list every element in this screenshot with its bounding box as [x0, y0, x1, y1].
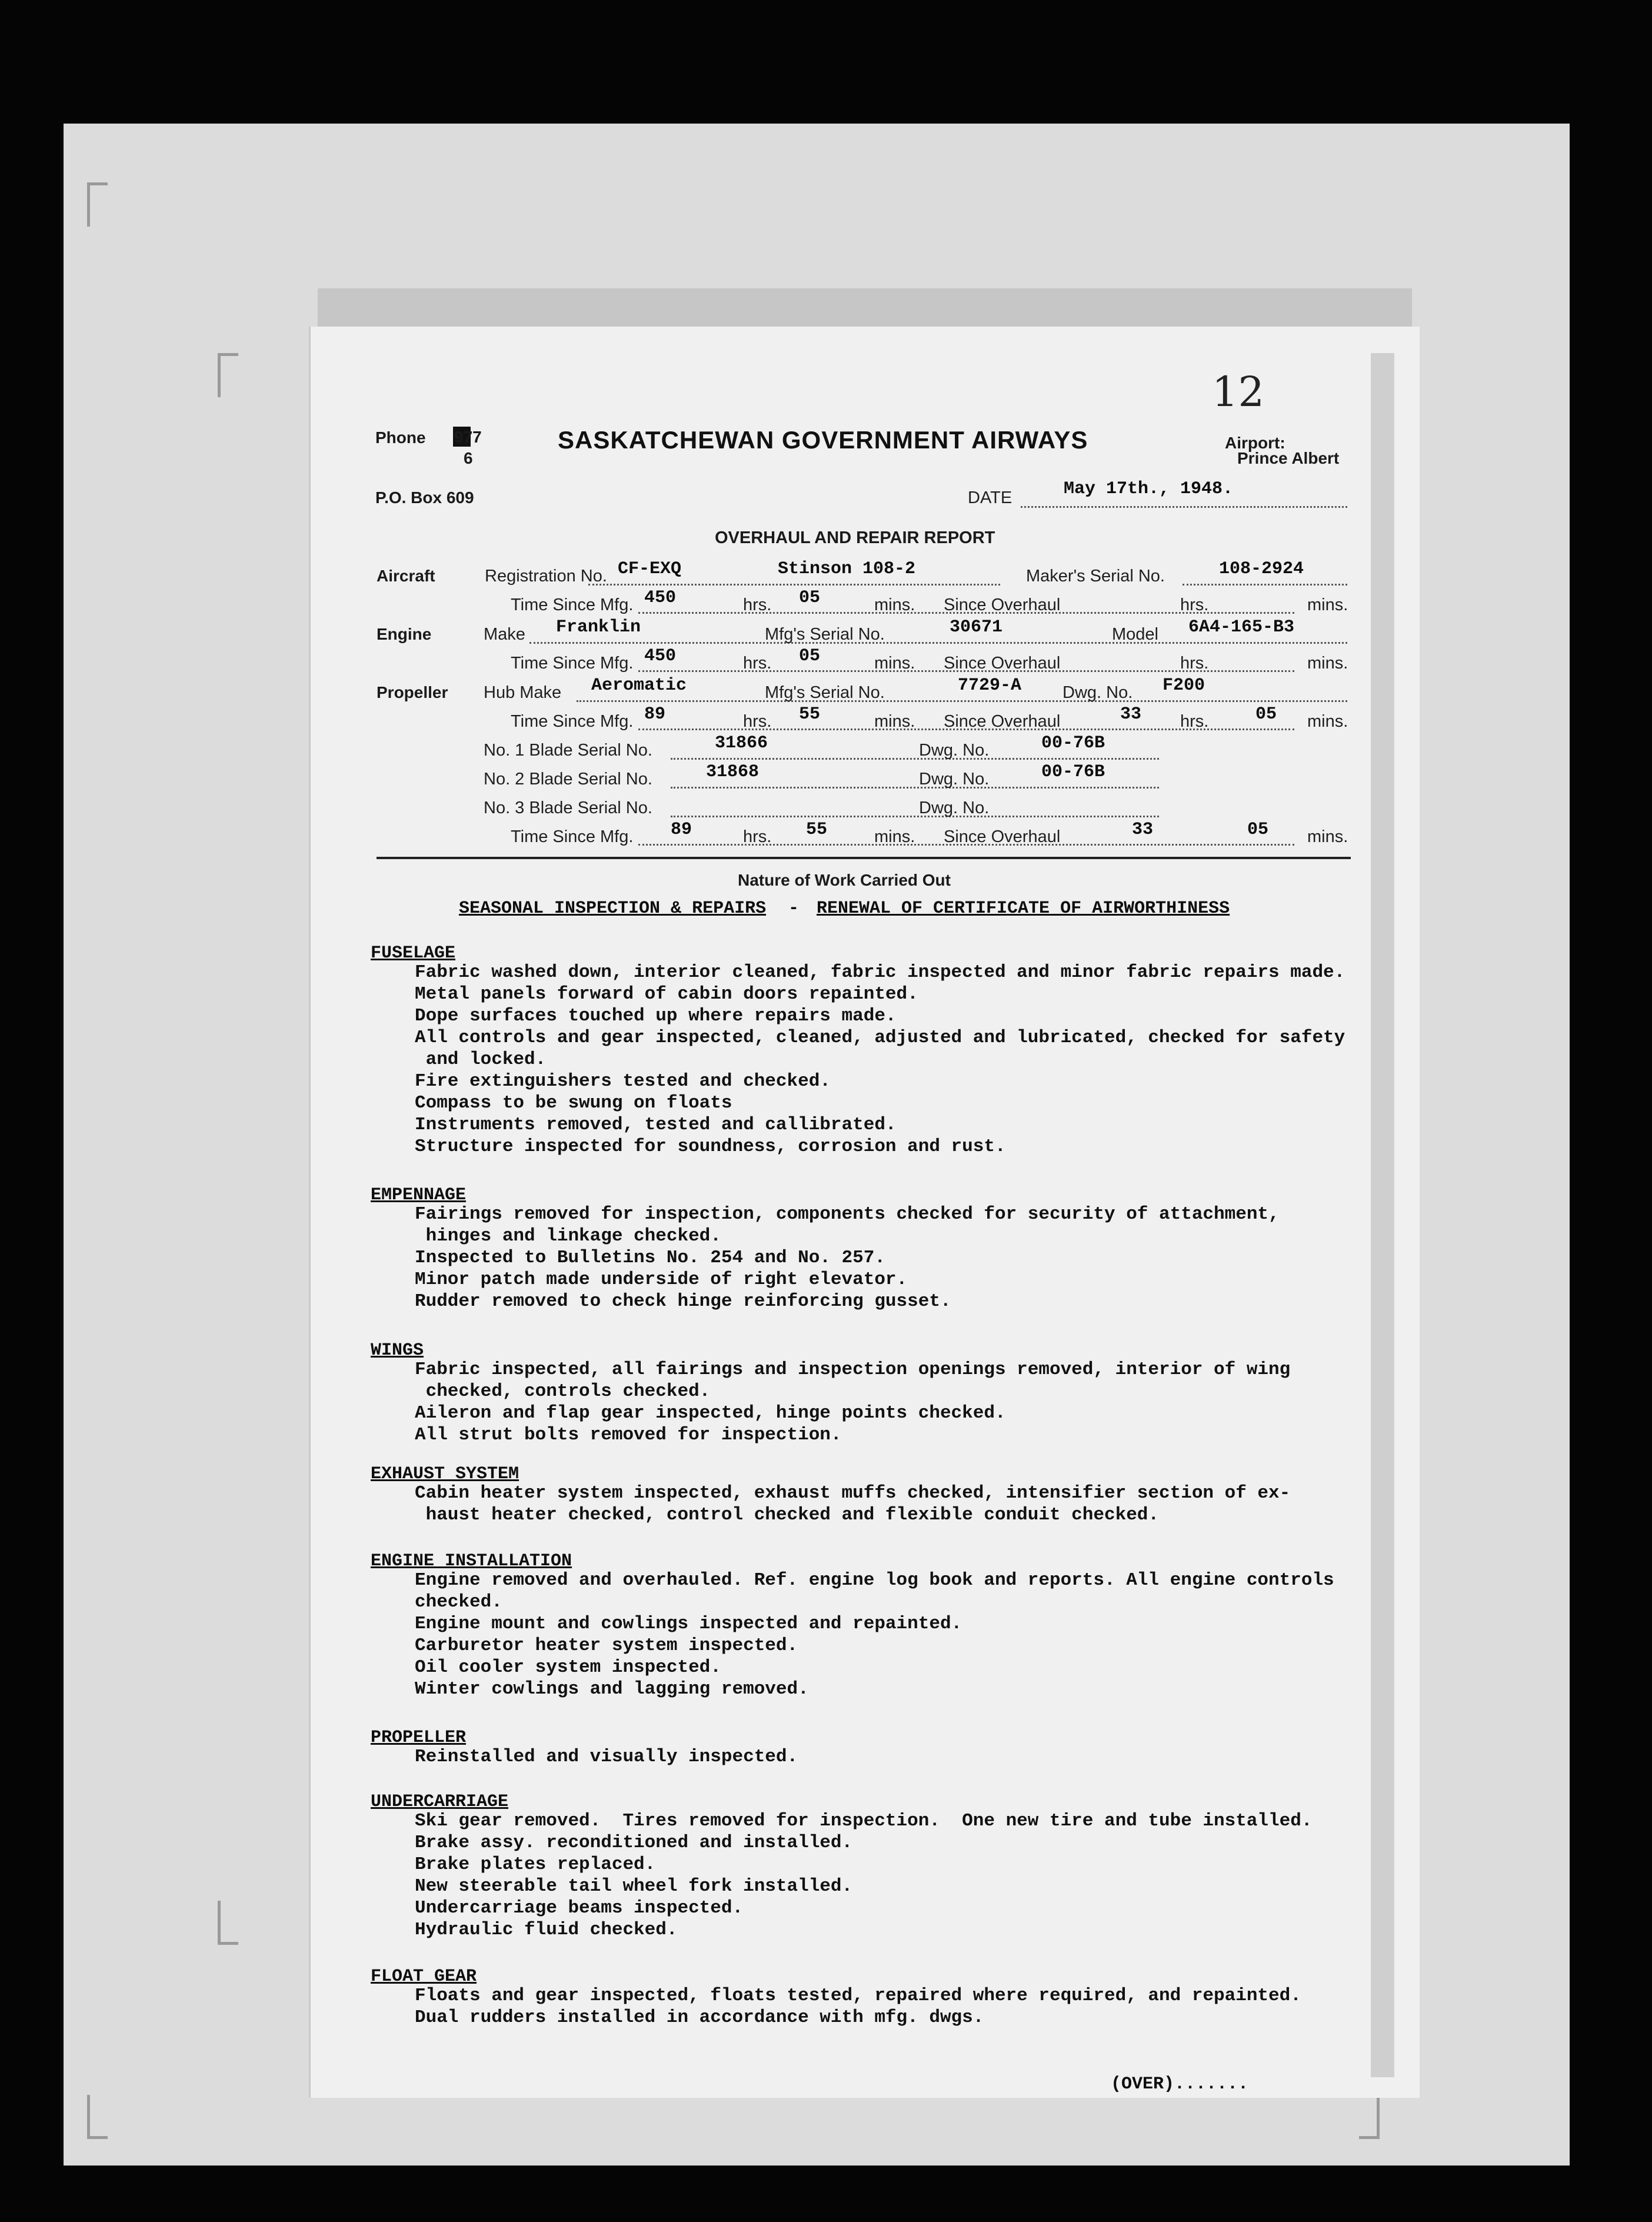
fill-line	[529, 642, 1347, 644]
work-line: Instruments removed, tested and callibrated.	[415, 1115, 897, 1135]
crop-mark	[218, 353, 238, 397]
work-line: Dual rudders installed in accordance with mfg. dwgs.	[415, 2007, 984, 2028]
prop-overhaul-mins: 05	[1255, 704, 1277, 724]
work-line: and locked.	[415, 1049, 547, 1070]
blade1-dwg-label: Dwg. No.	[919, 741, 990, 760]
mins-label: mins.	[1307, 712, 1348, 731]
time-since-mfg-label: Time Since Mfg.	[511, 827, 634, 846]
mins-label: mins.	[1307, 827, 1348, 846]
mins-label: mins.	[1307, 654, 1348, 673]
work-line: Rudder removed to check hinge reinforcing gusset.	[415, 1291, 951, 1312]
time-since-mfg-label: Time Since Mfg.	[511, 654, 634, 673]
blades-overhaul-mins: 05	[1247, 820, 1269, 840]
registration-label: Registration No.	[485, 567, 607, 586]
crop-mark	[1359, 2095, 1380, 2139]
fill-line	[671, 787, 1159, 789]
sheet-shadow	[318, 288, 1412, 330]
work-line: Dope surfaces touched up where repairs made.	[415, 1006, 897, 1026]
work-line: Cabin heater system inspected, exhaust muffs checked, intensifier section of ex-	[415, 1483, 1291, 1503]
hub-make-label: Hub Make	[484, 683, 562, 702]
mins-label: mins.	[874, 596, 915, 614]
hrs-label: hrs.	[743, 596, 772, 614]
work-line: Fire extinguishers tested and checked.	[415, 1071, 831, 1092]
blade1-dwg: 00-76B	[1041, 733, 1105, 753]
work-line: Carburetor heater system inspected.	[415, 1635, 798, 1656]
work-section-heading: EMPENNAGE	[371, 1185, 467, 1205]
work-line: Floats and gear inspected, floats tested, repaired where required, and repainted.	[415, 1985, 1301, 2006]
work-line: Compass to be swung on floats	[415, 1093, 732, 1113]
aircraft-section-label: Aircraft	[377, 567, 435, 585]
blade3-label: No. 3 Blade Serial No.	[484, 799, 652, 817]
crop-mark	[87, 2095, 108, 2139]
prop-dwg-label: Dwg. No.	[1063, 683, 1133, 702]
makers-serial-label: Maker's Serial No.	[1026, 567, 1165, 586]
mins-label: mins.	[874, 654, 915, 673]
since-overhaul-label: Since Overhaul	[944, 596, 1061, 614]
blade2-dwg: 00-76B	[1041, 762, 1105, 782]
engine-mfg-hrs: 450	[644, 646, 677, 666]
work-line: Minor patch made underside of right elevator.	[415, 1269, 908, 1290]
engine-mfg-mins: 05	[799, 646, 821, 666]
date-line	[1021, 506, 1347, 508]
makers-serial-value: 108-2924	[1219, 559, 1304, 579]
work-section-heading: FLOAT GEAR	[371, 1967, 477, 1987]
prop-mfg-serial-label: Mfg's Serial No.	[765, 683, 885, 702]
work-line: All strut bolts removed for inspection.	[415, 1425, 842, 1445]
airport-label: Airport:	[1225, 434, 1285, 452]
work-line: Reinstalled and visually inspected.	[415, 1747, 798, 1767]
phone-number-1: 977	[454, 428, 482, 446]
section-divider	[377, 857, 1351, 859]
aircraft-type-value: Stinson 108-2	[778, 559, 916, 579]
hrs-label: hrs.	[1180, 654, 1209, 673]
work-heading: Nature of Work Carried Out	[738, 871, 951, 889]
work-section-heading: UNDERCARRIAGE	[371, 1792, 509, 1812]
work-line: Inspected to Bulletins No. 254 and No. 257.	[415, 1248, 885, 1268]
engine-make-value: Franklin	[556, 617, 641, 637]
work-line: Brake assy. reconditioned and installed.	[415, 1832, 853, 1853]
mins-label: mins.	[874, 827, 915, 846]
page-number: 12	[1212, 368, 1265, 416]
fill-line	[671, 816, 1159, 817]
time-since-mfg-label: Time Since Mfg.	[511, 596, 634, 614]
blade1-serial: 31866	[715, 733, 768, 753]
registration-value: CF-EXQ	[618, 559, 682, 579]
blade1-label: No. 1 Blade Serial No.	[484, 741, 652, 760]
engine-section-label: Engine	[377, 625, 432, 643]
po-box: P.O. Box 609	[375, 488, 474, 507]
blade2-serial: 31868	[706, 762, 760, 782]
engine-model-label: Model	[1112, 625, 1158, 644]
blades-overhaul-hrs: 33	[1132, 820, 1154, 840]
mins-label: mins.	[874, 712, 915, 731]
work-line: haust heater checked, control checked and flexible conduit checked.	[415, 1505, 1160, 1525]
work-line: checked, controls checked.	[415, 1381, 711, 1402]
hrs-label: hrs.	[1180, 596, 1209, 614]
crop-mark	[218, 1901, 238, 1945]
work-line: Fabric washed down, interior cleaned, fabric inspected and minor fabric repairs made.	[415, 962, 1345, 983]
propeller-section-label: Propeller	[377, 683, 448, 701]
prop-dwg-value: F200	[1163, 676, 1205, 696]
work-line: Structure inspected for soundness, corrosion and rust.	[415, 1136, 1006, 1157]
work-section-heading: FUSELAGE	[371, 943, 456, 963]
work-title-left: SEASONAL INSPECTION & REPAIRS	[459, 899, 767, 919]
work-line: Engine mount and cowlings inspected and repainted.	[415, 1614, 962, 1634]
work-section-heading: EXHAUST SYSTEM	[371, 1464, 519, 1484]
work-line: Fairings removed for inspection, components checked for security of attachment,	[415, 1204, 1280, 1225]
sheet-edge	[1371, 353, 1394, 2077]
work-line: Metal panels forward of cabin doors repainted.	[415, 984, 918, 1004]
since-overhaul-label: Since Overhaul	[944, 827, 1061, 846]
work-line: Fabric inspected, all fairings and inspection openings removed, interior of wing	[415, 1359, 1291, 1380]
hrs-label: hrs.	[743, 827, 772, 846]
airport-value: Prince Albert	[1237, 449, 1340, 467]
mins-label: mins.	[1307, 596, 1348, 614]
since-overhaul-label: Since Overhaul	[944, 654, 1061, 673]
hrs-label: hrs.	[743, 654, 772, 673]
blade2-dwg-label: Dwg. No.	[919, 770, 990, 789]
blades-mfg-hrs: 89	[671, 820, 692, 840]
work-title-right: RENEWAL OF CERTIFICATE OF AIRWORTHINESS	[817, 899, 1230, 919]
engine-mfg-serial-value: 30671	[950, 617, 1003, 637]
work-line: Winter cowlings and lagging removed.	[415, 1679, 809, 1699]
since-overhaul-label: Since Overhaul	[944, 712, 1061, 731]
work-line: Engine removed and overhauled. Ref. engine log book and reports. All engine controls	[415, 1570, 1334, 1591]
prop-mfg-serial-value: 7729-A	[958, 676, 1022, 696]
date-label: DATE	[968, 488, 1012, 507]
work-line: hinges and linkage checked.	[415, 1226, 721, 1246]
aircraft-mfg-mins: 05	[799, 588, 821, 608]
work-line: Oil cooler system inspected.	[415, 1657, 721, 1678]
time-since-mfg-label: Time Since Mfg.	[511, 712, 634, 731]
phone-number-2: 6	[464, 449, 473, 467]
date-value: May 17th., 1948.	[1064, 479, 1234, 499]
work-line: New steerable tail wheel fork installed.	[415, 1876, 853, 1897]
work-title-separator: -	[788, 899, 800, 919]
work-line: Hydraulic fluid checked.	[415, 1920, 678, 1940]
fill-line	[588, 584, 1000, 586]
work-line: checked.	[415, 1592, 502, 1612]
work-section-heading: ENGINE INSTALLATION	[371, 1551, 572, 1571]
crop-mark	[87, 182, 108, 227]
blade2-label: No. 2 Blade Serial No.	[484, 770, 652, 789]
over-note: (OVER).......	[1111, 2074, 1249, 2094]
work-section-heading: PROPELLER	[371, 1728, 467, 1748]
engine-make-label: Make	[484, 625, 525, 644]
engine-model-value: 6A4-165-B3	[1188, 617, 1295, 637]
work-section-heading: WINGS	[371, 1340, 424, 1361]
work-line: Brake plates replaced.	[415, 1854, 656, 1875]
company-title: SASKATCHEWAN GOVERNMENT AIRWAYS	[558, 426, 1088, 454]
work-line: Ski gear removed. Tires removed for inspection. One new tire and tube installed.	[415, 1811, 1313, 1831]
aircraft-mfg-hrs: 450	[644, 588, 677, 608]
fill-line	[1183, 584, 1347, 586]
work-line: All controls and gear inspected, cleaned, adjusted and lubricated, checked for safety	[415, 1027, 1345, 1048]
hub-make-value: Aeromatic	[591, 676, 687, 696]
report-title: OVERHAUL AND REPAIR REPORT	[715, 528, 995, 547]
prop-mfg-mins: 55	[799, 704, 821, 724]
fill-line	[671, 758, 1159, 760]
prop-overhaul-hrs: 33	[1120, 704, 1142, 724]
prop-mfg-hrs: 89	[644, 704, 666, 724]
hrs-label: hrs.	[743, 712, 772, 731]
phone-label: Phone	[375, 428, 426, 447]
fill-line	[577, 700, 1347, 702]
blades-mfg-mins: 55	[806, 820, 828, 840]
work-line: Undercarriage beams inspected.	[415, 1898, 744, 1918]
engine-mfg-serial-label: Mfg's Serial No.	[765, 625, 885, 644]
blade3-dwg-label: Dwg. No.	[919, 799, 990, 817]
hrs-label: hrs.	[1180, 712, 1209, 731]
work-line: Aileron and flap gear inspected, hinge points checked.	[415, 1403, 1006, 1423]
